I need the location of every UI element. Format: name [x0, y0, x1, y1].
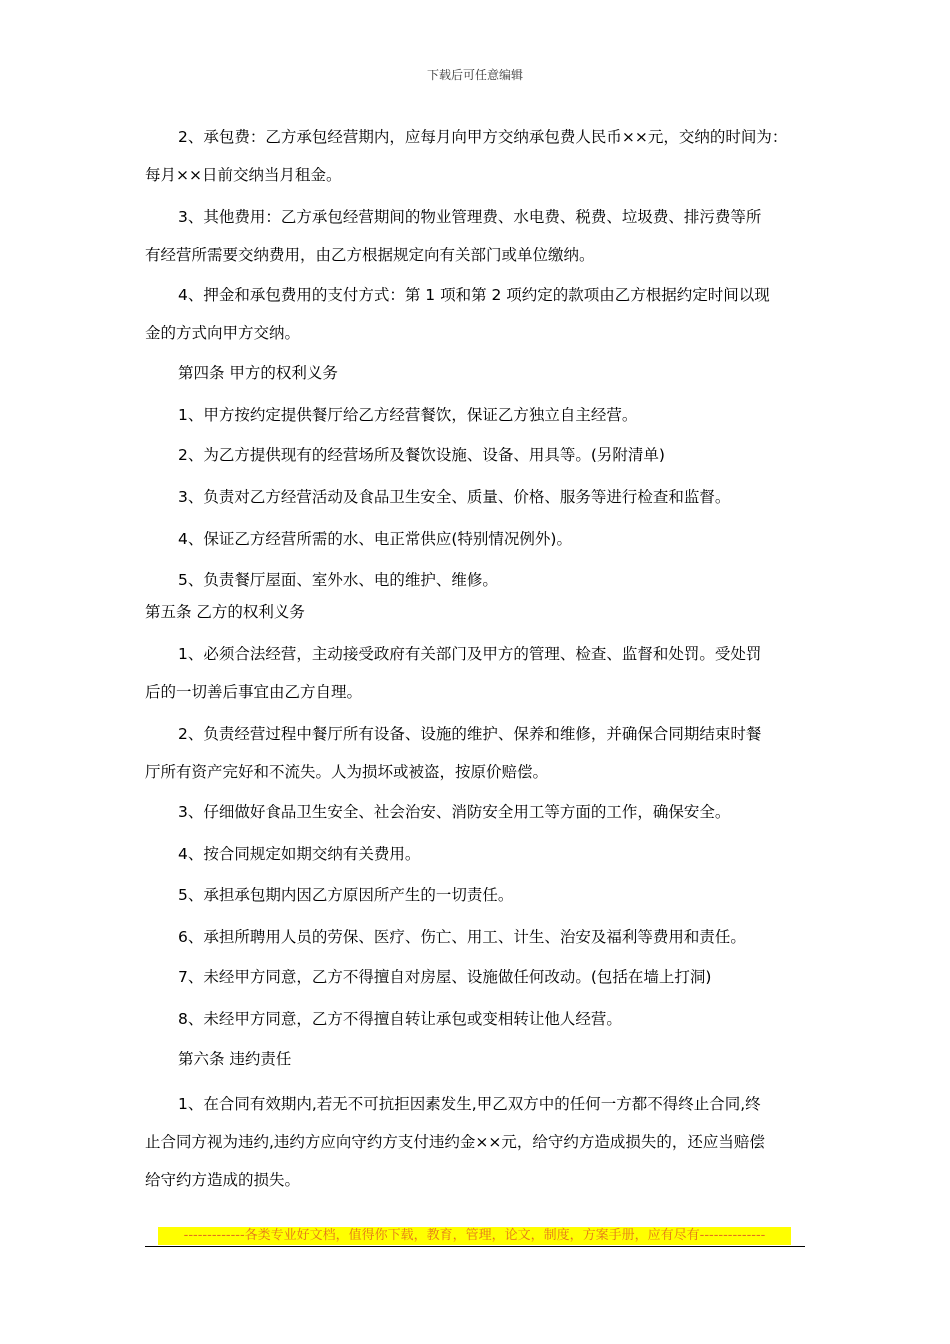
paragraph-line: 止合同方视为违约,违约方应向守约方支付违约金××元，给守约方造成损失的，还应当赔偿: [145, 1133, 765, 1151]
paragraph-line: 8、未经甲方同意，乙方不得擅自转让承包或变相转让他人经营。: [178, 1010, 622, 1028]
paragraph-line: 厅所有资产完好和不流失。人为损坏或被盗，按原价赔偿。: [145, 763, 549, 781]
paragraph-line: 3、仔细做好食品卫生安全、社会治安、消防安全用工等方面的工作，确保安全。: [178, 803, 731, 821]
section-heading: 第五条 乙方的权利义务: [145, 603, 305, 621]
paragraph-line: 4、保证乙方经营所需的水、电正常供应(特别情况例外)。: [178, 530, 572, 548]
footer-banner: -------------各类专业好文档，值得你下载，教育，管理，论文，制度，方案手册，应有尽有--------------: [158, 1227, 791, 1245]
paragraph-line: 5、承担承包期内因乙方原因所产生的一切责任。: [178, 886, 514, 904]
paragraph-line: 有经营所需要交纳费用，由乙方根据规定向有关部门或单位缴纳。: [145, 246, 595, 264]
paragraph-line: 2、负责经营过程中餐厅所有设备、设施的维护、保养和维修，并确保合同期结束时餐: [178, 725, 762, 743]
section-heading: 第四条 甲方的权利义务: [178, 364, 338, 382]
paragraph-line: 7、未经甲方同意，乙方不得擅自对房屋、设施做任何改动。(包括在墙上打洞): [178, 968, 712, 986]
paragraph-line: 5、负责餐厅屋面、室外水、电的维护、维修。: [178, 571, 498, 589]
paragraph-line: 每月××日前交纳当月租金。: [145, 166, 342, 184]
paragraph-line: 1、必须合法经营，主动接受政府有关部门及甲方的管理、检查、监督和处罚。受处罚: [178, 645, 762, 663]
paragraph-line: 金的方式向甲方交纳。: [145, 324, 301, 342]
paragraph-line: 1、在合同有效期内,若无不可抗拒因素发生,甲乙双方中的任何一方都不得终止合同,终: [178, 1095, 761, 1113]
paragraph-line: 4、按合同规定如期交纳有关费用。: [178, 845, 421, 863]
footer-divider: [145, 1246, 805, 1247]
page-header: 下载后可任意编辑: [426, 68, 523, 82]
paragraph-line: 4、押金和承包费用的支付方式：第 1 项和第 2 项约定的款项由乙方根据约定时间以现: [178, 286, 770, 304]
paragraph-line: 3、其他费用：乙方承包经营期间的物业管理费、水电费、税费、垃圾费、排污费等所: [178, 208, 762, 226]
section-heading: 第六条 违约责任: [178, 1050, 292, 1068]
paragraph-line: 2、承包费：乙方承包经营期内，应每月向甲方交纳承包费人民币××元，交纳的时间为：: [178, 128, 788, 146]
paragraph-line: 2、为乙方提供现有的经营场所及餐饮设施、设备、用具等。(另附清单): [178, 446, 665, 464]
paragraph-line: 后的一切善后事宜由乙方自理。: [145, 683, 363, 701]
paragraph-line: 6、承担所聘用人员的劳保、医疗、伤亡、用工、计生、治安及福利等费用和责任。: [178, 928, 746, 946]
paragraph-line: 1、甲方按约定提供餐厅给乙方经营餐饮，保证乙方独立自主经营。: [178, 406, 638, 424]
paragraph-line: 3、负责对乙方经营活动及食品卫生安全、质量、价格、服务等进行检查和监督。: [178, 488, 731, 506]
paragraph-line: 给守约方造成的损失。: [145, 1171, 301, 1189]
